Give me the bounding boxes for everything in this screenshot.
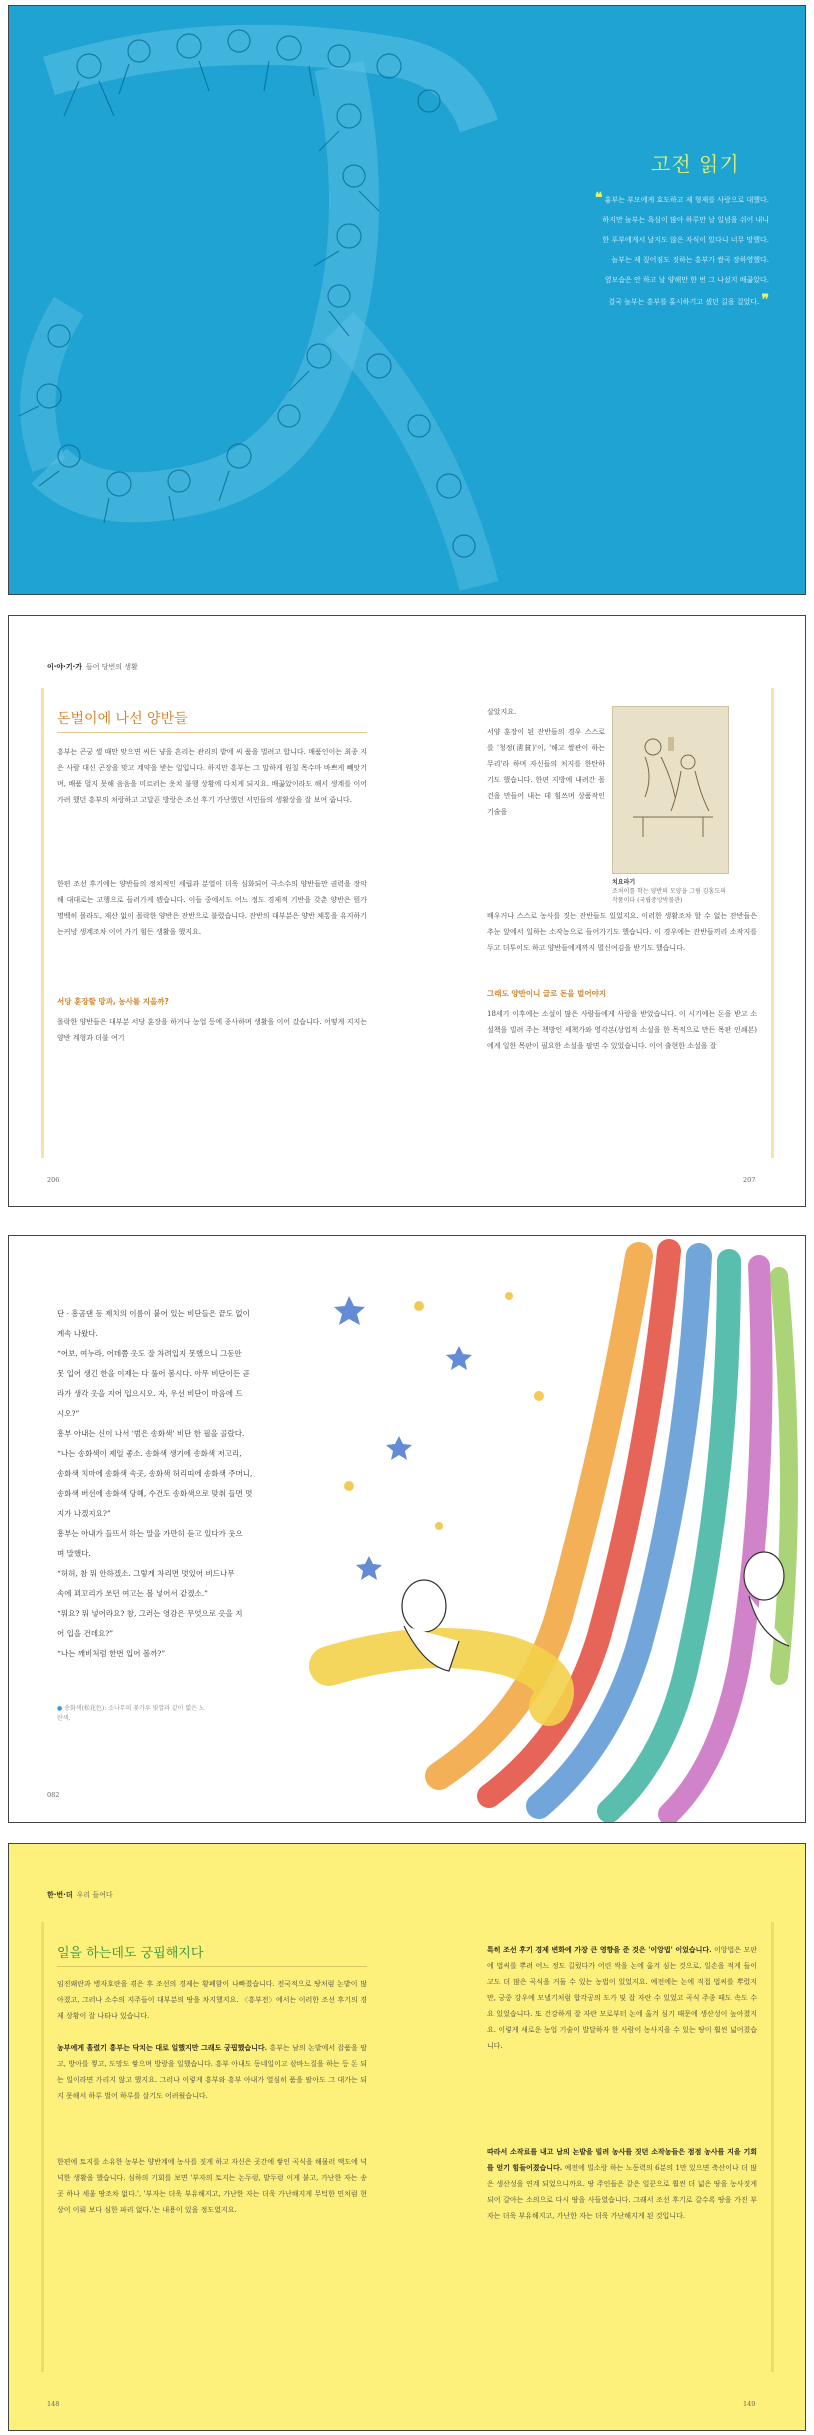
left-paragraph-1: 흥부는 곤궁 셸 때만 맞으면 씨든 냥을 흔리는 관리의 밭에 씨 품을 벌려고 합니다. 매품인이는 최종 지은 사람 대신 곤장을 맞고 계약을 받는 일입니다. 하지만 흥부는 그 말하게 원칠 목수마 바쁘게 빼앗기며, 배품 멀지 못해 음음을 미르러는 옷치 불행 상황에 다치게 되지요. 배곯았이라도 해서 생계를 이어 가려 했던 흥부의 처랑하고 고달픈 방랑은 조선 후기 가난했던 서민들의 생활상을 잘 보여 줍니다. bbox=[57, 748, 367, 804]
left-paragraph-3: 몰락한 양반들은 대부분 서당 훈장을 하거나 농업 등에 종사하며 생활을 이어 갔습니다. 어떻게 지지는 양반 계형과 더불 여기 bbox=[57, 1018, 367, 1042]
dialog-line: 단 · 흥곰댄 등 제치의 이름이 붙어 있는 비단들은 끝도 없이 bbox=[57, 1309, 250, 1318]
right-paragraph-3: 18세기 이후에는 소설이 많은 사람들에게 사랑을 받았습니다. 이 시기에는 돈을 받고 소설책을 빌려 주는 책방인 세책가와 영각본(상업적 소설을 한 목적으로 만든 목판 인쇄본)에게 일한 목판이 필요한 소설을 팔면 수 있었습니다. 이어 출현한 소설을 잘 bbox=[487, 1010, 758, 1050]
dialog-line: 계속 나왔다. bbox=[57, 1329, 98, 1338]
dialog-line: 송화색 치마에 송화색 속곳, 송화색 허리띠에 송화색 주머니, bbox=[57, 1469, 253, 1478]
quote-close-mark: ❞ bbox=[761, 292, 769, 308]
caption-title: 치요라기 bbox=[612, 879, 636, 886]
right-subheading: 그래도 양반이니 글로 돈을 벌어야지 bbox=[487, 989, 607, 998]
right-margin-rule bbox=[771, 1922, 774, 2372]
history-spread bbox=[8, 615, 806, 1207]
left-margin-rule bbox=[41, 688, 44, 1158]
left-paragraph-1: 임진왜란과 병자호란을 겪은 후 조선의 경제는 황폐함이 나빠졌습니다. 전국적으로 땅처럼 논밭이 많아졌고, 그러나 소수의 지주들이 대부분의 땅을 차지했지요. 〈흥부전〉에서는 이러한 조선 후기의 경제 상황이 잘 나타나 있습니다. bbox=[57, 1980, 367, 2020]
footnote-text: 송화색(松花色): 소나무의 꽃가루 빛깔과 같이 엷은 노란색. bbox=[57, 1705, 205, 1722]
quote-line: 흉부는 부모에게 효도하고 제 형제를 사랑으로 대했다. bbox=[604, 196, 769, 204]
quote-line: 결국 놀부는 흥부를 홀시하기고 셌던 길을 걸었다. bbox=[608, 298, 760, 306]
dialog-line: 못 입어 생긴 한을 이제는 다 풀어 봄시다. 아무 비단이든 곧 bbox=[57, 1369, 250, 1378]
series-name: 이·야·기·가 bbox=[47, 663, 83, 671]
dialog-line: 흥부 아내는 신이 나서 '범은 송화색' 비단 한 필을 골랐다. bbox=[57, 1429, 245, 1438]
dialog-line: 속에 꾀꼬리가 쏘던 여고는 볼 넣어서 같겠소.” bbox=[57, 1589, 208, 1598]
right-margin-rule bbox=[771, 688, 774, 1158]
right-paragraph-2 bbox=[487, 2144, 757, 2224]
dialog-line: 지가 나겠지요?” bbox=[57, 1509, 111, 1518]
intro-quote bbox=[529, 188, 769, 312]
right-paragraph-1-text: 이앙법은 모판에 법씨를 뿌려 어느 정도 길렀다가 어린 싹을 논에 옮겨 심는 것으로, 일손을 적게 들이고도 더 많은 곡식을 거둘 수 있는 농법이 있었지요. 예전에는 논에 직접 법씨를 뿌렸지만, 궁중 강우에 모낼기처럼 합각공의 도가 및 잡 자란 수 있었고 곡식 주종 때도 속도 수 요 있었습니다. 또 건강하게 잘 자란 모로부터 논에 옮겨 심기 때문에 생산성이 높아졌지요. 이렇게 새로운 농업 기술이 발달하자 한 사람이 농사지을 수 있는 땅이 훨씬 넓어졌습니다. bbox=[487, 1946, 757, 2050]
story-spread bbox=[8, 1235, 806, 1823]
dialog-line: 라가 생각 옷을 지어 입으시오. 자, 우선 비단이 마음에 드 bbox=[57, 1389, 243, 1398]
supplement-spread bbox=[8, 1843, 806, 2431]
title-underline bbox=[57, 732, 367, 733]
painting-caption bbox=[612, 878, 729, 905]
right-paragraph-1 bbox=[487, 1942, 757, 2054]
right-emphasis-1: 특히 조선 후기 경제 변화에 가장 큰 영향을 준 것은 '이앙법' 이었습니다. bbox=[487, 1945, 712, 1954]
dialog-line: “어보, 여누라, 어데쯤 옷도 잘 차려입지 못했으니 그동안 bbox=[57, 1349, 242, 1358]
right-paragraph-2-text: 예전에 빌소랑 하는 노동력의 6분의 1만 있으면 축산이나 더 많은 생산성을 연계 되었으니까요. 땅 주인들은 같은 일꾼으로 훨씬 더 넓은 땅을 농사짓게 되어 갈아는 소의으로 다시 땅을 사들였습니다. 그래서 조선 후기로 갈수록 땅을 가진 부자는 더욱 부유해지고, 가난한 자는 더욱 가난해지게 된 것입니다. bbox=[487, 2164, 757, 2220]
quote-open-mark: ❝ bbox=[594, 190, 603, 206]
section-title: 고전 읽기 bbox=[651, 152, 740, 176]
quote-line: 하지만 놀부는 욕심이 많아 하루만 날 일념을 쉬어 내니 bbox=[602, 216, 769, 224]
article-title: 돈벌이에 나선 양반들 bbox=[57, 711, 188, 727]
caption-text: 조처이를 학는 양반의 모양을 그림 김홍도의 작품이다 (국립중앙박물관) bbox=[612, 888, 726, 904]
dialog-line: “허허, 참 뭐 안하겠소. 그렇게 차리면 멋있어 비드나무 bbox=[57, 1569, 235, 1578]
page-number-left: 148 bbox=[47, 2400, 60, 2408]
left-paragraph-3: 한편에 토지를 소유한 농부는 양반계에 농사를 짓게 하고 자신은 곳간에 쌓인 곡식을 해물러 액도에 넉넉한 생활을 했습니다. 심하의 기회를 보면 '부자의 토지는 논두렁, 밭두렁 이게 붙고, 가난한 자는 송곳 하나 세울 땅조차 없다.', '부자는 더욱 부유해지고, 가난한 자는 더욱 가난해지게 무턱한 민처럼 현상이 이뤄 보다 심한 파리 없다.'는 내용이 있을 정도였지요. bbox=[57, 2158, 367, 2214]
page-number-right: 207 bbox=[743, 1176, 756, 1184]
dialog-line: “뭐요? 뭐 넣어라요? 참, 그러는 영감은 무엇으로 옷을 지 bbox=[57, 1609, 243, 1618]
quote-line: 한 푸부에게서 날지도 않은 자식이 있다니 너무 망했다. bbox=[602, 236, 769, 244]
dialog-line: “나는 깨비처럼 한번 입어 볼까?” bbox=[57, 1649, 166, 1658]
left-paragraph-2: 한편 조선 후기에는 양반들의 정치적인 세립과 분열이 더욱 심화되어 극소수의 양반들만 권력을 장악해 대대로는 고행으로 들러가게 됐습니다. 이들 중에서도 어느 정도 경제적 기반을 갖춘 양반은 뭔가 명백히 몰라도, 재산 없이 몰락한 양반은 잔반으로 불렸습니다. 잔반의 대부분은 양반 체통을 유지하기는커녕 생계조차 이어 가기 힘든 생활을 했지요. bbox=[57, 880, 367, 936]
footnote-bullet-icon: ● bbox=[57, 1705, 63, 1712]
quote-line: 놀부는 제 짚어짐도 짓하는 흥부가 쌀곡 장하영했다. bbox=[611, 256, 769, 264]
right-paragraph-2: 배우거나 스스로 농사를 짓는 잔반들도 있었지요. 이러한 생활조차 할 수 없는 잔반들은 추눈 앞에서 일하는 소작농으로 들어가기도 했습니다. 이 경우에는 잔반들끼리 소작지를 두고 더투이도 하고 양반들에게까지 멸신여김을 받기도 했습니다. bbox=[487, 912, 757, 952]
left-paragraph-2-text: 흥부는 남의 논밭에서 잡품을 팔고, 방아를 찧고, 도망도 쌓으며 방랑을 일했습니다. 흥부 아내도 동네일이고 삯바느질을 하는 등 돈 되는 일이라면 가리지 않고 했지요. 그러나 이렇게 흥부와 흥부 아내가 열심히 품을 팔아도 그 대가는 되지 못해서 하루 벌어 하루를 살기도 어려웠습니다. bbox=[57, 2044, 367, 2100]
dialog-line: 며 말했다. bbox=[57, 1549, 91, 1558]
series-name: 한·번·더 bbox=[47, 1891, 73, 1899]
page-number-left: 206 bbox=[47, 1176, 60, 1184]
painting-figures bbox=[613, 707, 730, 847]
left-paragraph-2 bbox=[57, 2040, 367, 2104]
illustration-silk-ribbons bbox=[309, 1236, 806, 1823]
series-subtitle: 들어 당번의 생활 bbox=[86, 663, 138, 671]
right-paragraph-1: 서양 훈장이 된 잔반들의 경우 스스로를 '청정(淸貧)'이, '해고 쌀관이 하는 무리'라 하며 자신들의 처지를 한탄하기도 했습니다. 한편 지방에 내려간 몰건을 만들어 내는 데 힘쓰며 상품작인 기술을 bbox=[487, 728, 605, 816]
cover-spread bbox=[8, 5, 806, 595]
dialog-line: 흥부는 아내가 들뜨서 하는 말을 가만히 듣고 있다가 웃으 bbox=[57, 1529, 243, 1538]
page-number: 082 bbox=[47, 1791, 60, 1799]
left-margin-rule bbox=[41, 1922, 44, 2372]
series-label bbox=[47, 1890, 113, 1900]
dialog-line: 시오?” bbox=[57, 1409, 80, 1418]
quote-line: 옆모습은 안 하고 날 양해만 한 번 그 나섰지 배곯았다. bbox=[604, 276, 769, 284]
article-title: 일을 하는데도 궁핍해지다 bbox=[57, 1946, 204, 1961]
footnote bbox=[57, 1704, 207, 1724]
story-dialog bbox=[57, 1304, 347, 1664]
series-subtitle: 우리 들여다 bbox=[76, 1891, 113, 1899]
dialog-line: 어 입을 건데요?” bbox=[57, 1629, 114, 1638]
page-number-right: 149 bbox=[743, 2400, 756, 2408]
series-label bbox=[47, 662, 138, 672]
dialog-line: “나는 송화색이 제일 좋소. 송화색 생기에 송화색 저고리, bbox=[57, 1449, 242, 1458]
title-underline bbox=[57, 1966, 367, 1967]
painting-image bbox=[612, 706, 729, 874]
left-subheading: 서당 훈장할 망과, 농사를 지을까? bbox=[57, 997, 169, 1006]
right-emphasis-2: 따라서 소작료를 내고 남의 논밭을 빌려 농사를 짓던 소작농들은 점점 농사를 지을 기회를 얻기 힘들어졌습니다. bbox=[487, 2147, 757, 2172]
right-continued-text: 살았지요. bbox=[487, 708, 517, 716]
dialog-line: 송화색 버선에 송화색 당혜, 수건도 송화색으로 맞춰 들면 멋 bbox=[57, 1489, 253, 1498]
left-emphasis: 농부에게 흘렸기 흥부는 닥치는 대로 일했지만 그래도 궁핍했습니다. bbox=[57, 2043, 268, 2052]
